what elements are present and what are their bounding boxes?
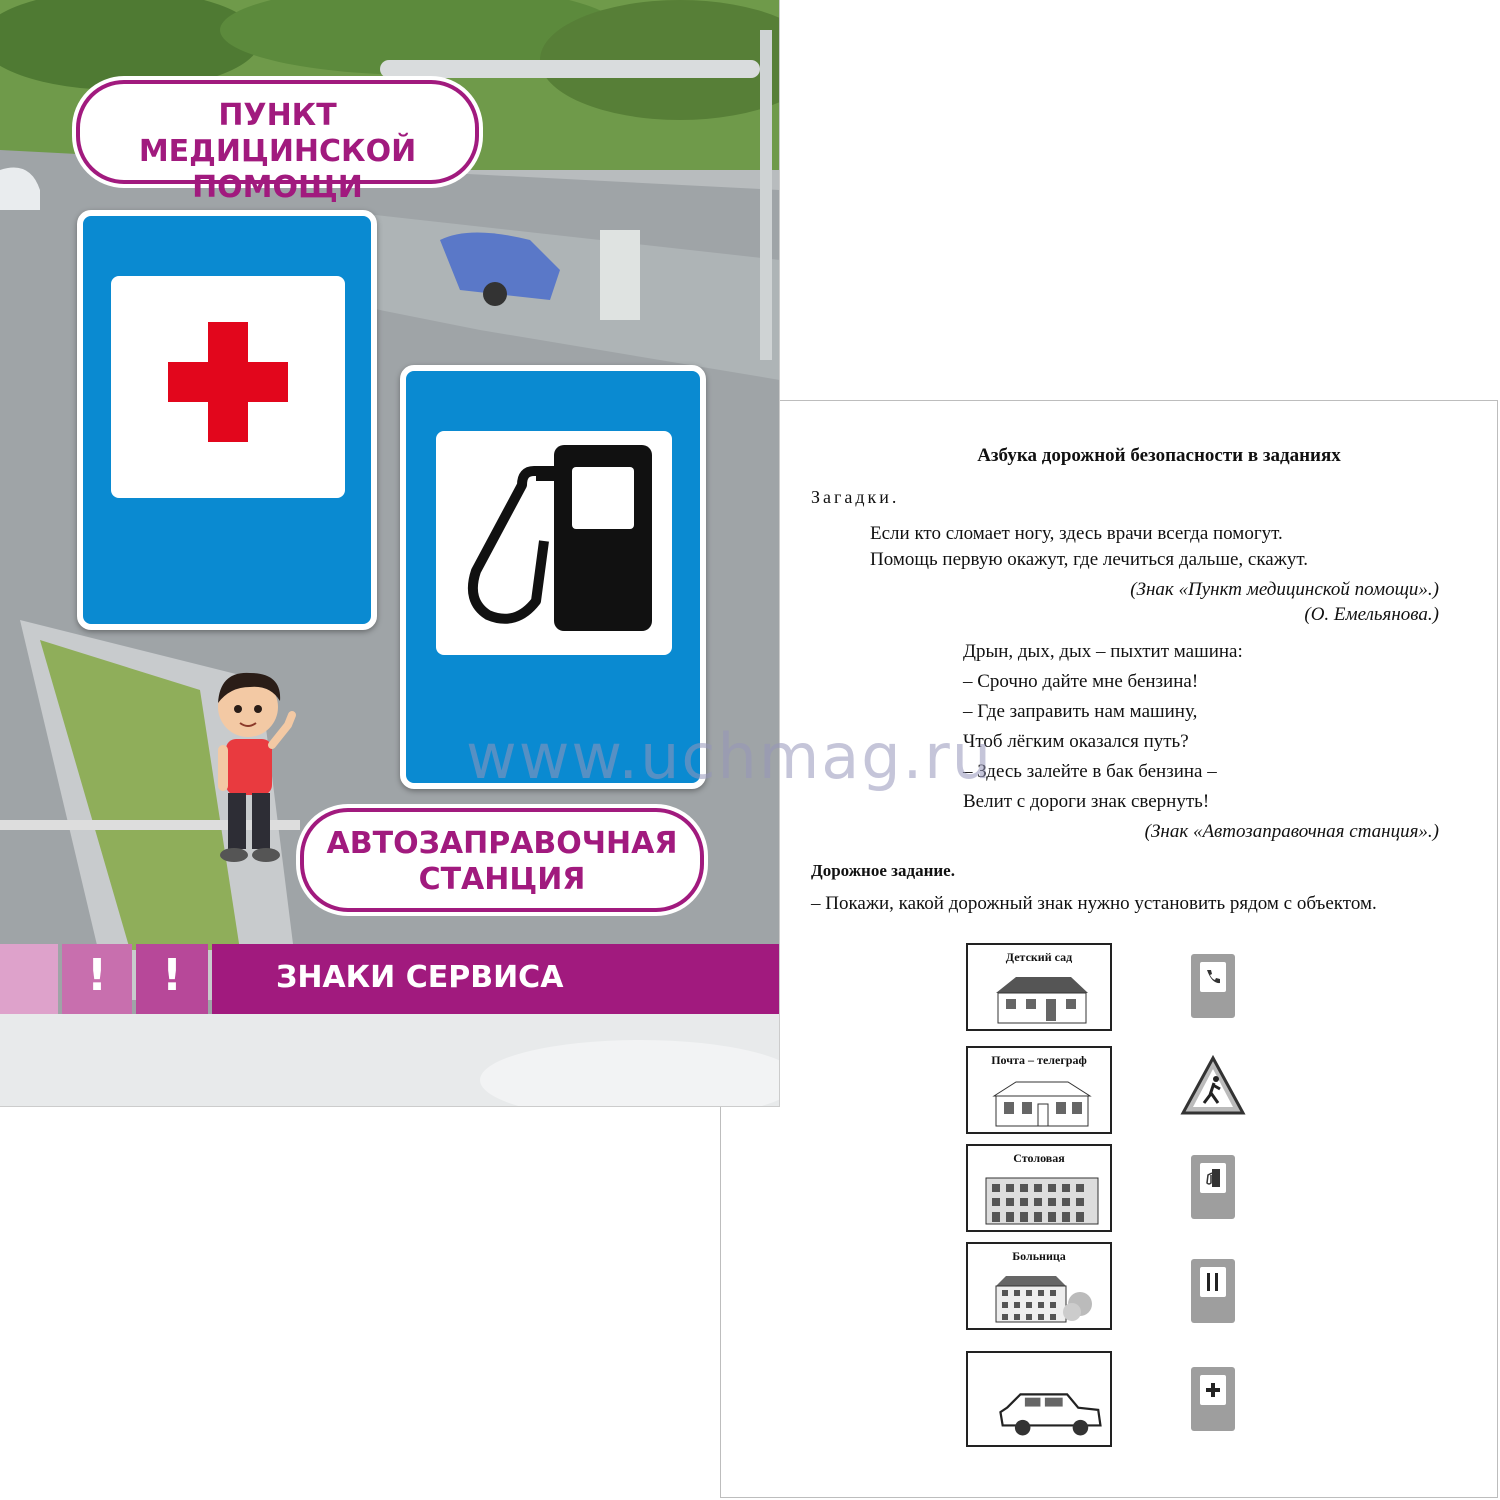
band-tab — [0, 944, 58, 1014]
riddle2-line6: Велит с дороги знак свернуть! — [963, 791, 1210, 812]
riddle2-line5: – Здесь залейте в бак бензина – — [963, 761, 1217, 782]
red-cross-icon — [111, 276, 345, 498]
worksheet-title: Азбука дорожной безопасности в заданиях — [977, 445, 1341, 466]
riddle1-answer: (Знак «Пункт медицинской помощи».) — [1130, 579, 1439, 600]
fuel-sign-icon — [1191, 1155, 1235, 1219]
object-post-office — [966, 1046, 1112, 1134]
canteen-building-icon — [976, 1172, 1106, 1226]
object-label: Столовая — [1013, 1151, 1065, 1165]
riddle1-line1: Если кто сломает ногу, здесь врачи всегда помогут. — [870, 523, 1283, 544]
riddle2-line1: Дрын, дых, дых – пыхтит машина: — [963, 641, 1243, 662]
riddle2-line3: – Где заправить нам машину, — [963, 701, 1198, 722]
boy-illustration — [200, 665, 300, 865]
sign-panel — [111, 276, 345, 498]
poster-page — [0, 0, 780, 1107]
phone-sign-icon — [1191, 954, 1235, 1018]
object-car — [966, 1351, 1112, 1447]
band-tab — [136, 944, 208, 1014]
band-tab — [62, 944, 132, 1014]
post-office-building-icon — [976, 1074, 1106, 1128]
exclamation-mark: ! — [161, 950, 183, 1001]
section-band — [212, 944, 780, 1014]
kindergarten-building-icon — [976, 971, 1106, 1025]
object-canteen — [966, 1144, 1112, 1232]
worksheet-page — [720, 400, 1498, 1498]
task-heading: Дорожное задание. — [811, 861, 955, 880]
object-label: Больница — [1012, 1249, 1066, 1263]
riddle2-line4: Чтоб лёгким оказался путь? — [963, 731, 1189, 752]
suv-car-icon — [976, 1381, 1120, 1441]
sign-panel — [436, 431, 672, 655]
caption-line: ПОМОЩИ — [192, 170, 363, 205]
riddle1-line2: Помощь первую окажут, где лечиться дальше, скажут. — [870, 549, 1308, 570]
caption-line: СТАНЦИЯ — [418, 862, 586, 897]
riddle2-answer: (Знак «Автозаправочная станция».) — [1144, 821, 1439, 842]
fuel-station-caption — [300, 808, 704, 912]
caption-line: АВТОЗАПРАВОЧНАЯ — [326, 826, 678, 861]
first-aid-sign-icon — [1191, 1367, 1235, 1431]
task-text: – Покажи, какой дорожный знак нужно установить рядом с объектом. — [811, 893, 1377, 914]
medical-point-sign — [77, 210, 377, 630]
exclamation-mark: ! — [86, 950, 108, 1001]
fuel-pump-icon — [436, 431, 672, 655]
section-title: ЗНАКИ СЕРВИСА — [276, 960, 564, 995]
riddles-label: Загадки. — [811, 487, 900, 507]
object-label: Детский сад — [1005, 950, 1073, 964]
object-label: Почта – телеграф — [991, 1053, 1087, 1067]
watermark: www.uchmag.ru — [466, 720, 994, 793]
children-warning-sign-icon — [1180, 1055, 1246, 1117]
riddle2-line2: – Срочно дайте мне бензина! — [963, 671, 1199, 692]
object-kindergarten — [966, 943, 1112, 1031]
caption-line: ПУНКТ МЕДИЦИНСКОЙ — [138, 98, 417, 169]
object-hospital — [966, 1242, 1112, 1330]
riddle1-author: (О. Емельянова.) — [1304, 604, 1439, 625]
hospital-building-icon — [976, 1270, 1106, 1324]
medical-point-caption — [76, 80, 479, 205]
food-sign-icon — [1191, 1259, 1235, 1323]
